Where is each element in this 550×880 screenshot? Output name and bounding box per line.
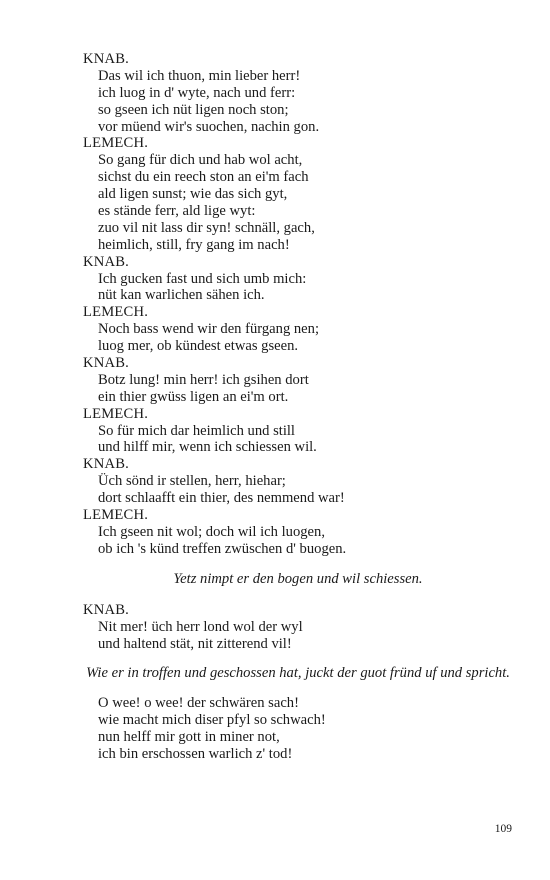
verse-line: wie macht mich diser pfyl so schwach! — [98, 712, 326, 729]
verse-line: nun helff mir gott in miner not, — [98, 729, 280, 746]
speaker-name: LEMECH. — [83, 507, 149, 524]
speaker-name: KNAB. — [83, 601, 129, 618]
page-content — [83, 51, 513, 763]
verse-line: ich luog in d' wyte, nach und ferr: — [98, 84, 296, 101]
verse-line: Ich gseen nit wol; doch wil ich luogen, — [98, 523, 325, 540]
verse-line: ald ligen sunst; wie das sich gyt, — [98, 186, 288, 203]
speaker-name: LEMECH. — [83, 405, 149, 422]
verse-line: luog mer, ob kündest etwas gseen. — [98, 338, 299, 355]
verse-line: und haltend stät, nit zitterend vil! — [98, 635, 292, 652]
page-number: 109 — [494, 823, 512, 835]
verse-line: Botz lung! min herr! ich gsihen dort — [98, 371, 309, 388]
verse-line: Noch bass wend wir den fürgang nen; — [98, 321, 320, 338]
stage-direction: Yetz nimpt er den bogen und wil schiessen. — [173, 570, 423, 587]
speaker-name: KNAB. — [83, 51, 129, 67]
verse-line: ob ich 's künd treffen zwüschen d' buogen. — [98, 540, 347, 557]
verse-line: So gang für dich und hab wol acht, — [98, 152, 303, 169]
verse-line: heimlich, still, fry gang im nach! — [98, 236, 290, 253]
verse-line: Ich gucken fast und sich umb mich: — [98, 270, 307, 287]
verse-line: und hilff mir, wenn ich schiessen wil. — [98, 439, 317, 456]
speaker-name: LEMECH. — [83, 135, 149, 152]
speaker-name: KNAB. — [83, 355, 129, 372]
verse-line: es stände ferr, ald lige wyt: — [98, 203, 256, 220]
verse-line: zuo vil nit lass dir syn! schnäll, gach, — [98, 219, 315, 236]
verse-line: sichst du ein reech ston an ei'm fach — [98, 169, 309, 186]
verse-line: Das wil ich thuon, min lieber herr! — [98, 67, 301, 84]
verse-line: ein thier gwüss ligen an ei'm ort. — [98, 388, 289, 405]
dialogue-section-1 — [83, 51, 513, 558]
verse-line: nüt kan warlichen sähen ich. — [98, 287, 265, 304]
verse-line: Nit mer! üch herr lond wol der wyl — [98, 618, 303, 635]
stage-direction: Wie er in troffen und geschossen hat, juckt der guot fründ uf und spricht. — [86, 665, 510, 682]
verse-line: Üch sönd ir stellen, herr, hiehar; — [98, 473, 286, 490]
verse-line: So für mich dar heimlich und still — [98, 422, 295, 439]
dialogue-section-2 — [83, 602, 513, 653]
verse-line: O wee! o wee! der schwären sach! — [98, 695, 299, 712]
speaker-name: KNAB. — [83, 456, 129, 473]
speaker-name: KNAB. — [83, 253, 129, 270]
verse-line: so gseen ich nüt ligen noch ston; — [98, 101, 289, 118]
verse-line: vor müend wir's suochen, nachin gon. — [98, 118, 320, 135]
speaker-name: LEMECH. — [83, 304, 149, 321]
verse-line: ich bin erschossen warlich z' tod! — [98, 746, 293, 763]
verse-line: dort schlaafft ein thier, des nemmend war! — [98, 490, 345, 507]
closing-speech — [83, 695, 513, 763]
